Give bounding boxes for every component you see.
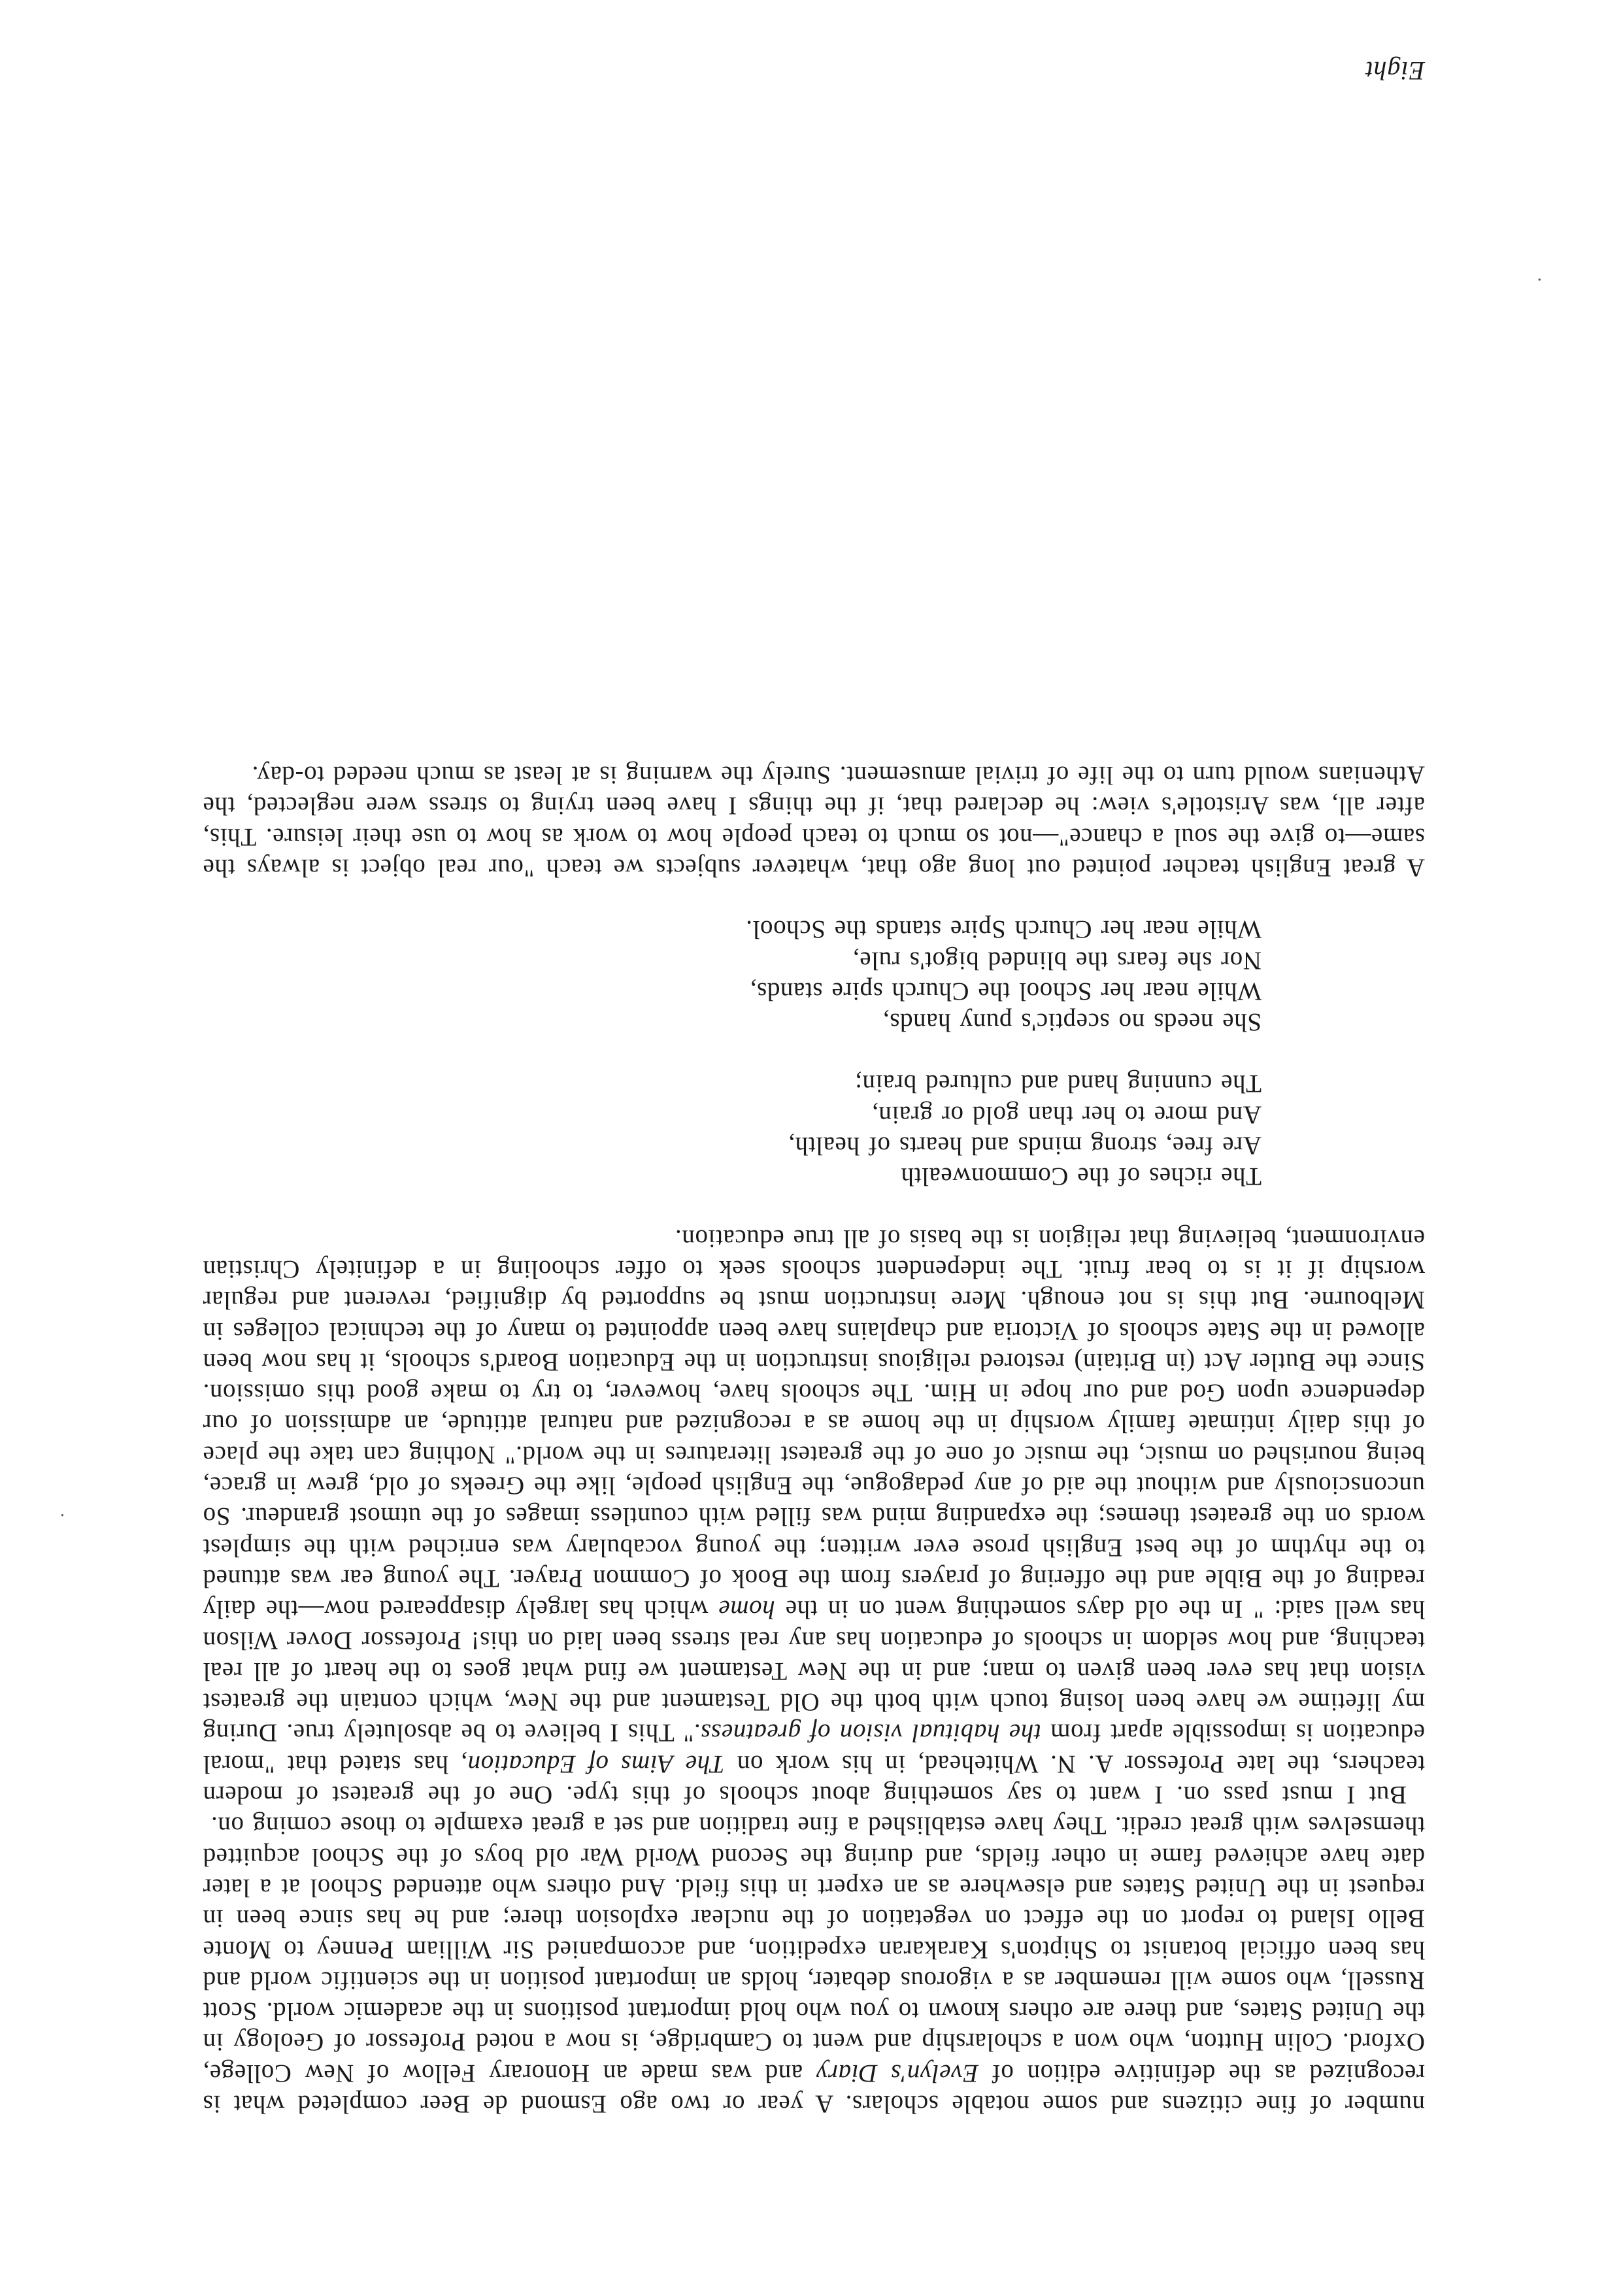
paragraph-text: ." This I believe to be absolutely true. During my lifetime we have been losing touch with both the Old Testament and the New, which contain the greatest vision that has ever been given to man; and in the New Testament we find what goes to the heart of all real teaching, and how seldom in schools of education has any real stress been laid on this! Professor Dover Wilson has well said: " In the old days something went on in the	[203, 1595, 1425, 1747]
scan-speck: ·	[1536, 269, 1543, 289]
poem-stanza-2	[203, 914, 1262, 1038]
page-number: Eight	[1365, 56, 1425, 86]
poem-line: The cunning hand and cultured brain;	[854, 1070, 1262, 1098]
poem	[203, 914, 1262, 1192]
paragraph-text: But I must pass on. I want to say something about schools of this type. One of the greatest of modern teachers, the late Professor A. N. Whitehead, in his work on	[203, 1749, 1425, 1810]
poem-line: And more to her than gold or grain,	[871, 1100, 1262, 1129]
paragraph-text: which has largely disappeared now—the daily reading of the Bible and the offering of prayers from the Book of Common Prayer. The young ear was attuned to the rhythm of the best English prose ever written; the young vocabulary was enriched with the simplest words on the greatest themes; the expanding mind was filled with countless images of the utmost grandeur. So unconsciously and without the aid of any pedagogue, the English people, like the Greeks of old, grew in grace, being nourished on music, the music of one of the greatest literatures in the world." Nothing can take the place of this daily intimate family worship in the home as a recognized and natural attitude, an admission of our dependence upon God and our hope in Him. The schools have, however, to try to make good this omission. Since the Butler Act (in Britain) restored religious instruction in the Education Board's schools, it has now been allowed in the State schools of Victoria and chaplains have been appointed to many of the technical colleges in Melbourne. But this is not enough. Mere instruction must be supported by dignified, reverent and regular worship if it is to bear fruit. The independent schools seek to offer schooling in a definitely Christian environment, believing that religion is the basis of all true education.	[203, 1224, 1425, 1624]
paragraph-text: , has stated that "moral education is impossible apart from	[203, 1719, 1425, 1778]
poem-line: The riches of the Commonwealth	[900, 1162, 1262, 1191]
poem-line: While near her Church Spire stands the School.	[745, 915, 1262, 944]
paragraph-notable-scholars	[203, 1810, 1425, 2119]
italic-text: Evelyn's Diary	[816, 2059, 978, 2087]
document-body	[203, 760, 1425, 2119]
poem-line: While near her School the Church spire stands,	[750, 977, 1262, 1005]
poem-stanza-1	[203, 1068, 1262, 1192]
poem-line: She needs no sceptic's puny hands,	[882, 1008, 1262, 1037]
paragraph-text: and was made an Honorary Fellow of New College, Oxford. Colin Hutton, who won a scholarship and went to Cambridge, is now a noted Professor of Geology in the United States, and there are others known to you who hold important positions in the academic world. Scott Russell, who some will remember as a vigorous debater, holds an important position in the scientific world and has been official botanist to Shipton's Karakaran expedition, and accompanied Sir William Penney to Monte Bello Island to report on the effect on vegetation of the nuclear explosion there; and he has since been in request in the United States and elsewhere as an expert in this field. And others who attended School at a later date have achieved fame in other fields, and during the Second World War old boys of the School acquitted themselves with great credit. They have established a fine tradition and set a great example to those coming on.	[203, 1812, 1425, 2087]
paragraph-text: number of fine citizens and some notable scholars. A year or two ago Esmond de Beer completed what is recognized as the definitive edition of	[203, 2059, 1425, 2118]
italic-text: the habitual vision of greatness	[700, 1719, 1041, 1747]
paragraph-moral-education	[203, 1223, 1425, 1810]
poem-line: Nor she fears the blinded bigot's rule,	[852, 946, 1262, 975]
italic-text: The Aims of Education	[467, 1749, 725, 1778]
poem-line: Are free, strong minds and hearts of health,	[788, 1132, 1262, 1160]
paragraph-english-teacher: A great English teacher pointed out long ago that, whatever subjects we teach "our real object is always the same—to give the soul a chance"—not so much to teach people how to work as how to use their leisure. This, after all, was Aristotle's view: he declared that, if the things I have been trying to stress were neglected, the Athenians would turn to the life of trivial amusement. Surely the warning is at least as much needed to-day.	[203, 761, 1425, 883]
italic-text: home	[718, 1595, 775, 1624]
scan-speck: ·	[59, 1504, 65, 1525]
